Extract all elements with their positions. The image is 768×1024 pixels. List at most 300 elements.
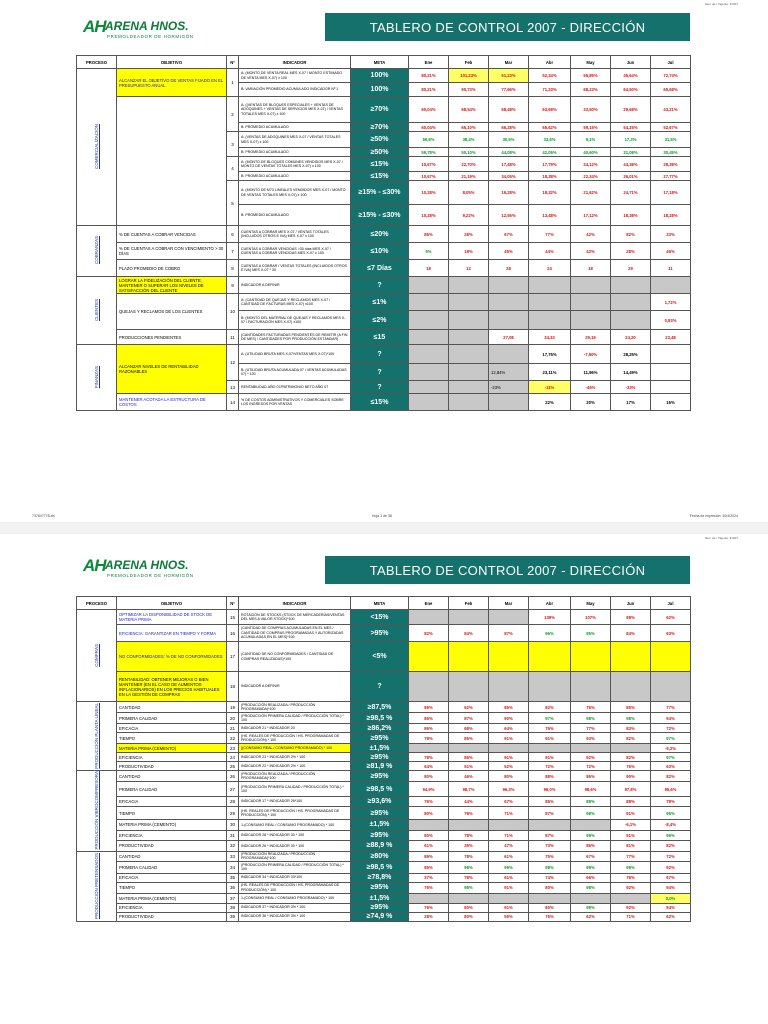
- month-value: 98%: [571, 807, 611, 819]
- month-value: 17,3%: [611, 132, 651, 148]
- table-row: [77, 797, 691, 807]
- month-value: [489, 744, 529, 753]
- month-value: -7,50%: [571, 345, 611, 364]
- month-value: [611, 642, 651, 672]
- indicator-formula: INDICADOR 17 * INDICADOR 26*100: [239, 797, 351, 807]
- indicator-number: 39: [227, 912, 239, 921]
- objective-cell: % DE CUENTAS A COBRAR CON VENCIMIENTO > 30 DÍAS: [117, 243, 227, 260]
- table-row: [77, 672, 691, 702]
- process-label: PRODUCCIÓN VIBROCOMPRESORA: [94, 771, 99, 850]
- month-value: [611, 294, 651, 311]
- table-row: [77, 831, 691, 841]
- objective-cell: [117, 97, 227, 226]
- month-value: 78%: [409, 733, 449, 744]
- indicator-number: 3: [227, 132, 239, 157]
- logo-name: ARENA HNOS.: [105, 19, 189, 33]
- month-value: 29: [611, 260, 651, 277]
- month-value: 82%: [611, 753, 651, 762]
- target-value: ≤10%: [351, 243, 409, 260]
- month-value: [489, 294, 529, 311]
- table-row: [77, 762, 691, 771]
- month-value: 9,22%: [449, 205, 489, 226]
- revision-note: Rev. de / Vigente: 2/3/07: [705, 536, 738, 540]
- table-row: [77, 97, 691, 123]
- indicator-formula: (CANTIDAD DE NO CONFORMIDADES / CANTIDAD DE COMPRAS REALIZADAS)*100: [239, 642, 351, 672]
- target-value: ≥95%: [351, 733, 409, 744]
- table-row: [77, 330, 691, 345]
- month-value: [449, 744, 489, 753]
- footer-print-date: Fecha de impresión: 30/4/2024: [689, 514, 738, 518]
- target-value: ?: [351, 364, 409, 381]
- month-value: 82%: [651, 771, 691, 782]
- month-value: 65,10%: [449, 123, 489, 132]
- table-row: [77, 893, 691, 903]
- month-value: 44,08%: [489, 148, 529, 157]
- month-value: 51%: [449, 762, 489, 771]
- column-header: INDICADOR: [239, 597, 351, 610]
- month-value: [409, 381, 449, 394]
- month-value: [611, 311, 651, 330]
- company-logo: [83, 556, 203, 584]
- objective-cell: PRODUCCIONES PENDIENTES: [117, 330, 227, 345]
- table-row: [77, 851, 691, 861]
- month-value: 23,48: [651, 330, 691, 345]
- month-value: 52,67%: [651, 123, 691, 132]
- month-value: 81%: [611, 841, 651, 851]
- column-header: Mar: [489, 597, 529, 610]
- column-header: Ene: [409, 56, 449, 69]
- month-value: 38,4%: [449, 132, 489, 148]
- month-value: 101,23%: [449, 69, 489, 83]
- month-value: 29,68%: [611, 97, 651, 123]
- target-value: 100%: [351, 83, 409, 97]
- month-value: 62%: [571, 912, 611, 921]
- month-value: 76%: [409, 882, 449, 893]
- month-value: 60,04%: [409, 123, 449, 132]
- month-value: 24,12%: [571, 157, 611, 172]
- month-value: [571, 744, 611, 753]
- month-value: 30,45%: [651, 148, 691, 157]
- month-value: 14,49%: [611, 364, 651, 381]
- column-header: Abr: [529, 56, 571, 69]
- month-value: 46%: [449, 771, 489, 782]
- table-row: [77, 873, 691, 882]
- objective-cell: PRODUCTIVIDAD: [117, 762, 227, 771]
- process-group: [77, 851, 117, 921]
- month-value: 80%: [409, 831, 449, 841]
- month-value: [409, 364, 449, 381]
- indicator-number: 12: [227, 345, 239, 381]
- objective-cell: NO CONFORMIDADES: % DE NO CONFORMIDADES: [117, 642, 227, 672]
- indicator-formula: (CANTIDAD DE COMPRAS ACUMULADAS EN EL MES / CANTIDAD DE COMPRAS PROGRAMADAS Y AUTORIZADAS ACUMULADAS EN EL MES)*100: [239, 625, 351, 642]
- indicator-formula: (CANTIDADES FACTURADAS PENDIENTES DE REMITIR (A FIN DE MES) / CANTIDADES POR PRODUCCIÓN ESTÁNDAR): [239, 330, 351, 345]
- target-value: ≥95%: [351, 882, 409, 893]
- column-header: Jul: [651, 597, 691, 610]
- indicator-number: 11: [227, 330, 239, 345]
- indicator-number: 7: [227, 243, 239, 260]
- indicator-formula: B: PROMEDIO ACUMULADO: [239, 172, 351, 181]
- month-value: 12,55%: [489, 205, 529, 226]
- indicator-number: 5: [227, 181, 239, 226]
- month-value: [449, 364, 489, 381]
- month-value: [489, 642, 529, 672]
- month-value: [409, 819, 449, 830]
- month-value: 45,64%: [611, 69, 651, 83]
- month-value: [489, 277, 529, 294]
- month-value: 59,15%: [571, 123, 611, 132]
- objective-cell: PRIMERA CALIDAD: [117, 782, 227, 797]
- objective-cell: EFICACIA: [117, 724, 227, 733]
- month-value: 82%: [651, 841, 691, 851]
- month-value: 45%: [489, 243, 529, 260]
- month-value: [571, 294, 611, 311]
- month-value: -23%: [489, 381, 529, 394]
- month-value: [409, 394, 449, 411]
- target-value: ≤1%: [351, 294, 409, 311]
- month-value: [529, 672, 571, 702]
- month-value: 67%: [489, 226, 529, 243]
- month-value: 66,28%: [489, 123, 529, 132]
- month-value: [529, 819, 571, 830]
- indicator-formula: A: ((VENTAS DE BLOQUES ESPECIALES + VENTAS DE ADOQUINES + VENTAS DE SERVICIOS MES X-07) / VENTAS TOTALES MES X-07) x 100: [239, 97, 351, 123]
- month-value: 34,05%: [489, 172, 529, 181]
- month-value: [449, 345, 489, 364]
- month-value: 84%: [449, 625, 489, 642]
- objective-cell: ALCANZAR NIVELES DE RENTABILIDAD RAZONABLES: [117, 345, 227, 394]
- indicator-number: 32: [227, 841, 239, 851]
- column-header: META: [351, 597, 409, 610]
- month-value: [571, 642, 611, 672]
- month-value: 85%: [611, 702, 651, 713]
- month-value: 91%: [611, 831, 651, 841]
- month-value: 80%: [449, 912, 489, 921]
- table-row: [77, 819, 691, 830]
- indicator-formula: (PRODUCCIÓN REALIZADA / PRODUCCIÓN PROGRAMADA)*100: [239, 702, 351, 713]
- indicator-number: 19: [227, 702, 239, 713]
- month-value: [449, 819, 489, 830]
- month-value: 98%: [449, 882, 489, 893]
- table-row: [77, 610, 691, 625]
- column-header: Abr: [529, 597, 571, 610]
- month-value: 90%: [611, 771, 651, 782]
- process-group: [77, 69, 117, 226]
- month-value: 28%: [409, 912, 449, 921]
- process-label: CLIENTES: [94, 298, 99, 321]
- indicator-number: 25: [227, 762, 239, 771]
- month-value: 76%: [409, 903, 449, 912]
- process-group: [77, 226, 117, 277]
- month-value: 10,67%: [409, 157, 449, 172]
- indicator-formula: RENTABILIDAD AÑO 07/PATRIMONIO NETO AÑO 07: [239, 381, 351, 394]
- objective-cell: PRODUCTIVIDAD: [117, 912, 227, 921]
- column-header: Feb: [449, 597, 489, 610]
- month-value: 87%: [489, 625, 529, 642]
- indicator-number: 14: [227, 394, 239, 411]
- footer-filename: 737847778.xls: [32, 514, 55, 518]
- objective-cell: PLAZO PROMEDIO DE COBRO: [117, 260, 227, 277]
- month-value: 91%: [611, 807, 651, 819]
- month-value: 95%: [571, 625, 611, 642]
- month-value: [529, 642, 571, 672]
- month-value: 98%: [571, 903, 611, 912]
- month-value: 18,32%: [529, 181, 571, 205]
- month-value: 71%: [489, 807, 529, 819]
- month-value: 28,25%: [611, 345, 651, 364]
- month-value: 98%: [571, 882, 611, 893]
- month-value: 62%: [651, 610, 691, 625]
- month-value: 71%: [611, 912, 651, 921]
- month-value: [489, 345, 529, 364]
- month-value: 19,28%: [489, 181, 529, 205]
- target-value: ≥98,5 %: [351, 713, 409, 724]
- month-value: 44%: [449, 797, 489, 807]
- month-value: 27,08: [489, 330, 529, 345]
- month-value: 34,33: [529, 330, 571, 345]
- process-group: [77, 702, 117, 771]
- company-logo: [83, 17, 203, 45]
- month-value: 82%: [529, 702, 571, 713]
- target-value: ≥98,5 %: [351, 861, 409, 873]
- report-page-2: [0, 534, 768, 1024]
- indicator-number: 18: [227, 672, 239, 702]
- month-value: -8,4%: [651, 819, 691, 830]
- month-value: 76%: [529, 724, 571, 733]
- month-value: 5%: [409, 243, 449, 260]
- indicator-formula: CUENTAS A COBRAR VENCIDAS >30 días MES X-07 / CUENTAS A COBRAR VENCIDAS MES X-07 x 100: [239, 243, 351, 260]
- month-value: 12,84%: [489, 364, 529, 381]
- month-value: 93%: [571, 733, 611, 744]
- month-value: 80%: [529, 903, 571, 912]
- month-value: [409, 294, 449, 311]
- month-value: [489, 610, 529, 625]
- month-value: 67%: [489, 797, 529, 807]
- table-row: [77, 702, 691, 713]
- month-value: 76%: [529, 912, 571, 921]
- month-value: 17,75%: [529, 345, 571, 364]
- month-value: 42,05%: [529, 148, 571, 157]
- month-value: 63,69%: [529, 97, 571, 123]
- month-value: 82%: [611, 733, 651, 744]
- month-value: 85%: [489, 702, 529, 713]
- month-value: 28,38%: [651, 157, 691, 172]
- month-value: 86%: [571, 841, 611, 851]
- indicator-formula: INDICADOR 22 * INDICADOR 2% * 100: [239, 762, 351, 771]
- indicator-number: 37: [227, 893, 239, 903]
- column-header: Nº: [227, 597, 239, 610]
- indicator-formula: B: PROMEDIO ACUMULADO: [239, 148, 351, 157]
- month-value: 65,62%: [529, 123, 571, 132]
- month-value: [571, 277, 611, 294]
- indicator-formula: INDICADOR A DEFINIR: [239, 672, 351, 702]
- month-value: 47%: [489, 841, 529, 851]
- month-value: 21,19%: [449, 172, 489, 181]
- target-value: ≤15: [351, 330, 409, 345]
- month-value: 17,79%: [529, 157, 571, 172]
- month-value: 11: [651, 260, 691, 277]
- table-row: [77, 744, 691, 753]
- indicator-number: 26: [227, 771, 239, 782]
- month-value: 74%: [529, 873, 571, 882]
- month-value: 98%: [571, 831, 611, 841]
- column-header: May: [571, 597, 611, 610]
- month-value: 77%: [571, 724, 611, 733]
- month-value: 97%: [529, 713, 571, 724]
- month-value: 18%: [449, 243, 489, 260]
- indicator-number: 27: [227, 782, 239, 797]
- month-value: 30,5%: [489, 132, 529, 148]
- month-value: 18,38%: [611, 205, 651, 226]
- month-value: 1,72%: [651, 294, 691, 311]
- month-value: 84%: [611, 625, 651, 642]
- month-value: 50,10%: [449, 148, 489, 157]
- indicator-formula: (PRODUCCIÓN REALIZADA / PRODUCCIÓN PROGRAMADA)*100: [239, 771, 351, 782]
- month-value: 18: [571, 260, 611, 277]
- month-value: 64%: [409, 762, 449, 771]
- objective-cell: RENTABILIDAD: OBTENER MEJORAS O BIEN MANTENER (EN EL CASO DE AUMENTOS INFLACIONARIOS) EN LOS PRECIOS HABITUALES EN LA GESTIÓN DE COMPRAS: [117, 672, 227, 702]
- month-value: 17%: [611, 394, 651, 411]
- objective-cell: TIEMPO: [117, 882, 227, 893]
- objective-cell: % DE CUENTAS A COBRAR VENCIDAS: [117, 226, 227, 243]
- column-header: May: [571, 56, 611, 69]
- month-value: 92%: [571, 753, 611, 762]
- month-value: 20%: [571, 394, 611, 411]
- indicator-number: 8: [227, 260, 239, 277]
- indicator-formula: ((CONSUMO REAL / CONSUMO PROGRAMADO) * 100: [239, 744, 351, 753]
- indicator-number: 4: [227, 157, 239, 181]
- indicator-formula: INDICADOR 37 * INDICADOR 3% * 100: [239, 903, 351, 912]
- table-row: [77, 642, 691, 672]
- process-group: [77, 771, 117, 852]
- month-value: -46%: [571, 381, 611, 394]
- column-header: Jun: [611, 597, 651, 610]
- target-value: ±1,5%: [351, 819, 409, 830]
- column-header: PROCESO: [77, 56, 117, 69]
- objective-cell: EFICIENCIA: GARANTIZAR EN TIEMPO Y FORMA: [117, 625, 227, 642]
- month-value: 99%: [489, 861, 529, 873]
- table-row: [77, 841, 691, 851]
- month-value: [409, 672, 449, 702]
- objective-cell: EFICACIA: [117, 797, 227, 807]
- month-value: [529, 893, 571, 903]
- objective-cell: MATERIA PRIMA (CEMENTO): [117, 744, 227, 753]
- month-value: 22,70%: [449, 157, 489, 172]
- month-value: 85%: [449, 753, 489, 762]
- month-value: [529, 744, 571, 753]
- month-value: 17,18%: [651, 181, 691, 205]
- month-value: 54,25%: [611, 123, 651, 132]
- footer-page-number: Hoja 1 de 38: [372, 514, 392, 518]
- indicator-formula: B: VARIACIÓN PROMEDIO ACUMULADO INDICADOR Nº 1: [239, 83, 351, 97]
- logo-name: ARENA HNOS.: [105, 558, 189, 572]
- month-value: 80,21%: [409, 69, 449, 83]
- process-label: FINANZAS: [94, 365, 99, 389]
- target-value: <15%: [351, 610, 409, 625]
- month-value: 87%: [529, 807, 571, 819]
- month-value: [409, 893, 449, 903]
- column-header: META: [351, 56, 409, 69]
- target-value: ≥98,5 %: [351, 782, 409, 797]
- process-label: PRODUCCIÓN PLANTA LINEAL: [94, 702, 99, 769]
- month-value: 64%: [489, 724, 529, 733]
- process-group: [77, 277, 117, 345]
- month-value: [449, 294, 489, 311]
- indicator-formula: 1-(CONSUMO REAL / CONSUMO PROGRAMADO) * 100: [239, 893, 351, 903]
- month-value: 71,33%: [529, 83, 571, 97]
- month-value: [489, 311, 529, 330]
- month-value: 88%: [611, 797, 651, 807]
- target-value: ≥93,6%: [351, 797, 409, 807]
- table-row: [77, 903, 691, 912]
- month-value: 85%: [529, 797, 571, 807]
- month-value: [489, 819, 529, 830]
- month-value: [611, 744, 651, 753]
- month-value: 10,67%: [409, 172, 449, 181]
- month-value: 43,21%: [651, 97, 691, 123]
- month-value: 72%: [651, 851, 691, 861]
- month-value: 31,08%: [611, 148, 651, 157]
- target-value: ≥78,8%: [351, 873, 409, 882]
- month-value: 76%: [611, 873, 651, 882]
- indicator-number: 15: [227, 610, 239, 625]
- month-value: [409, 345, 449, 364]
- month-value: [651, 672, 691, 702]
- indicator-formula: INDICADOR 23 * INDICADOR 2% * 100: [239, 753, 351, 762]
- month-value: 96,0%: [529, 782, 571, 797]
- month-value: 12: [449, 260, 489, 277]
- month-value: 46%: [651, 243, 691, 260]
- target-value: >95%: [351, 625, 409, 642]
- target-value: ≤7 Días: [351, 260, 409, 277]
- target-value: ≤20%: [351, 226, 409, 243]
- month-value: 9,1%: [571, 132, 611, 148]
- month-value: [529, 294, 571, 311]
- month-value: 94%: [651, 882, 691, 893]
- month-value: 21,62%: [571, 181, 611, 205]
- month-value: [449, 277, 489, 294]
- month-value: 91%: [489, 882, 529, 893]
- target-value: ≥88,9 %: [351, 841, 409, 851]
- month-value: 13,48%: [529, 205, 571, 226]
- indicator-formula: B: (UTILIDAD BRUTA ACUMULADA 07 / VENTAS ACUMULADAS 07) * 100: [239, 364, 351, 381]
- month-value: -6,1%: [611, 819, 651, 830]
- logo-subtitle: PREMOLDEADOR DE HORMIGÓN: [107, 573, 194, 578]
- objective-cell: OPTIMIZAR LA DISPONIBILIDAD DE STOCK DE MATERIA PRIMA: [117, 610, 227, 625]
- month-value: 78%: [651, 797, 691, 807]
- month-value: 52,34%: [529, 69, 571, 83]
- revision-note: Rev. de / Vigente: 2/3/07: [705, 2, 738, 6]
- objective-cell: TIEMPO: [117, 807, 227, 819]
- month-value: [571, 672, 611, 702]
- month-value: 91%: [489, 753, 529, 762]
- indicator-number: 9: [227, 277, 239, 294]
- month-value: [611, 893, 651, 903]
- target-value: ≥95%: [351, 771, 409, 782]
- month-value: 11,96%: [571, 364, 611, 381]
- month-value: -9,2%: [651, 744, 691, 753]
- target-value: ≥70%: [351, 97, 409, 123]
- month-value: 97%: [651, 753, 691, 762]
- target-value: ≥15% - ≤30%: [351, 181, 409, 205]
- process-label: COMPRAS: [94, 643, 99, 667]
- target-value: ≥95%: [351, 753, 409, 762]
- month-value: 67%: [571, 851, 611, 861]
- indicator-formula: ROTACIÓN DE STOCKS (STOCK DE MERCADERÍAS/VENTAS DEL MES A VALOR STOCK)*100: [239, 610, 351, 625]
- indicator-formula: A: (MONTO DE VENTA REAL MES X-07 / MONTO ESTIMADO DE VENTA MES X-07) x 100: [239, 69, 351, 83]
- month-value: 8,05%: [449, 181, 489, 205]
- month-value: 93%: [651, 625, 691, 642]
- objective-cell: MATERIA PRIMA (CEMENTO): [117, 819, 227, 830]
- month-value: 139%: [529, 610, 571, 625]
